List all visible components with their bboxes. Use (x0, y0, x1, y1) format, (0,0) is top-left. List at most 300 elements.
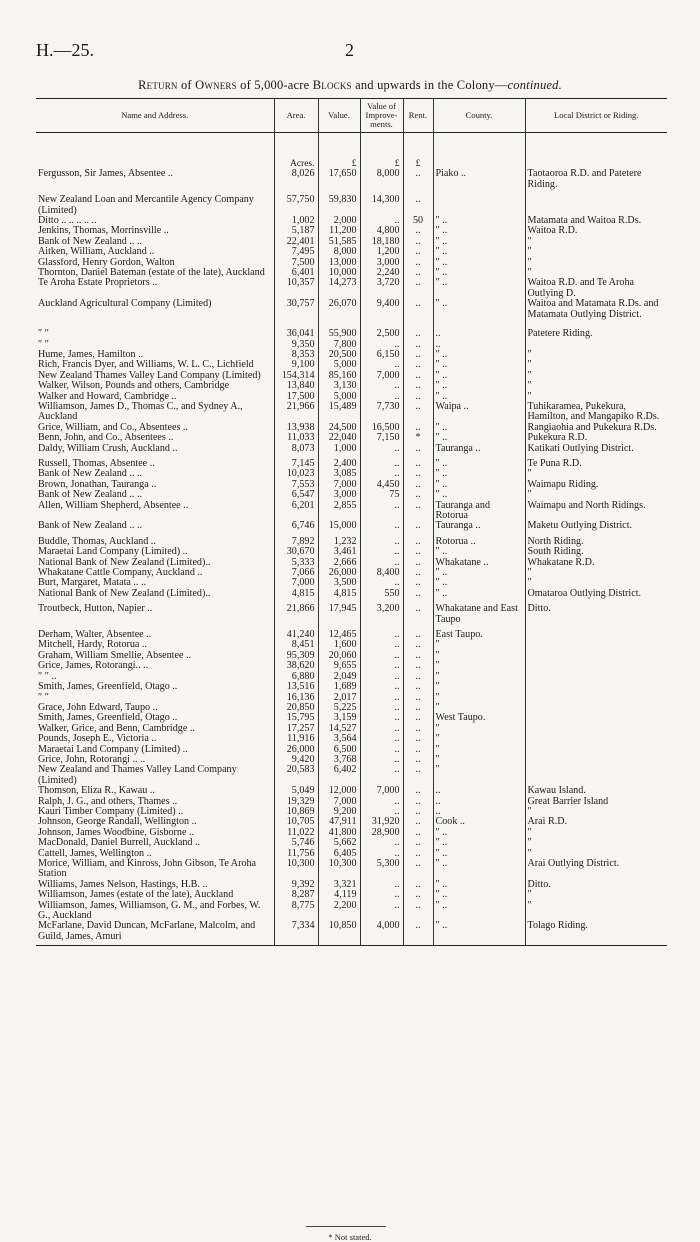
table-row (36, 724, 667, 734)
table-row (36, 734, 667, 744)
cell-district: Waimapu Riding. (525, 480, 667, 490)
table-row (36, 599, 667, 625)
cell-district: ″ (525, 828, 667, 838)
cell-district: ″ (525, 490, 667, 500)
table-row (36, 381, 667, 391)
cell-rent: .. (403, 469, 433, 479)
cell-county: ″ .. (433, 568, 525, 578)
cell-rent: .. (403, 360, 433, 370)
cell-owner-name: Maraetai Land Company (Limited) .. (38, 547, 188, 558)
cell-district: Omataroa Outlying District. (525, 589, 667, 599)
cell-improvements: .. (360, 661, 403, 671)
cell-district: ″ (525, 381, 667, 391)
cell-improvements: .. (360, 381, 403, 391)
cell-owner-name: Brown, Jonathan, Tauranga .. (38, 479, 157, 490)
cell-rent: .. (403, 169, 433, 190)
cell-district: Arai R.D. (525, 817, 667, 827)
cell-district: Maketu Outlying District. (525, 521, 667, 531)
cell-improvements: 550 (360, 589, 403, 599)
cell-improvements: .. (360, 901, 403, 922)
units-value: £ (318, 133, 360, 170)
cell-county: ″ .. (433, 859, 525, 880)
cell-owner-name: ″ ″ (38, 339, 49, 350)
cell-county: ″ (433, 755, 525, 765)
cell-owner-name: McFarlane, David Duncan, McFarlane, Malcolm, and Guild, James, Amuri (36, 921, 274, 945)
table-row (36, 880, 667, 890)
table-row (36, 682, 667, 692)
cell-improvements: 3,000 (360, 258, 403, 268)
cell-county: ″ .. (433, 901, 525, 922)
cell-district: Te Puna R.D. (525, 454, 667, 469)
cell-value: 2,855 (318, 501, 360, 522)
cell-county: ″ .. (433, 921, 525, 945)
cell-rent: .. (403, 807, 433, 817)
cell-rent: .. (403, 381, 433, 391)
cell-improvements: .. (360, 340, 403, 350)
table-row (36, 469, 667, 479)
cell-value: 5,662 (318, 838, 360, 848)
cell-improvements: 7,000 (360, 371, 403, 381)
cell-value: 3,461 (318, 547, 360, 557)
cell-rent: .. (403, 340, 433, 350)
cell-owner-name: Williamson, James (estate of the late), Auckland (38, 890, 234, 901)
cell-area: 30,670 (274, 547, 318, 557)
cell-district: Ditto. (525, 599, 667, 625)
cell-area: 15,795 (274, 713, 318, 723)
title-text-2: of 5,000-acre (236, 78, 313, 92)
cell-district (525, 672, 667, 682)
cell-owner-name: Bank of New Zealand .. .. (38, 490, 142, 501)
cell-rent: .. (403, 190, 433, 216)
cell-value: 4,119 (318, 890, 360, 900)
cell-owner-name: New Zealand Thames Valley Land Company (Limited) (38, 370, 261, 381)
cell-district: ″ (525, 849, 667, 859)
cell-rent: .. (403, 521, 433, 531)
cell-owner-name: Rich, Francis Dyer, and Williams, W. L. C., Lichfield (38, 360, 254, 371)
units-name (36, 133, 274, 170)
table-row (36, 661, 667, 671)
cell-county: ″ .. (433, 371, 525, 381)
table-row (36, 433, 667, 443)
cell-area: 21,966 (274, 402, 318, 423)
cell-county: ″ .. (433, 490, 525, 500)
cell-area: 9,100 (274, 360, 318, 370)
cell-rent: .. (403, 299, 433, 320)
table-row (36, 828, 667, 838)
footnote: * Not stated. (328, 1232, 372, 1242)
cell-county: Tauranga and Rotorua (433, 501, 525, 522)
cell-county: ″ .. (433, 237, 525, 247)
table-row (36, 226, 667, 236)
cell-owner-name: Williamson, James D., Thomas C., and Sydney A., Auckland (38, 401, 243, 423)
cell-owner-name: Grace, John Edward, Taupo .. (38, 702, 158, 713)
cell-district: Patetere Riding. (525, 320, 667, 339)
cell-area: 8,287 (274, 890, 318, 900)
cell-area: 10,357 (274, 278, 318, 299)
cell-area: 7,066 (274, 568, 318, 578)
cell-county: Cook .. (433, 817, 525, 827)
cell-owner-name: Benn, John, and Co., Absentees .. (38, 433, 174, 444)
cell-owner-name: Allen, William Shepherd, Absentee .. (38, 500, 189, 511)
cell-rent: .. (403, 226, 433, 236)
cell-district: ″ (525, 247, 667, 257)
cell-owner-name: Cattell, James, Wellington .. (38, 848, 152, 859)
cell-area: 5,187 (274, 226, 318, 236)
cell-improvements: 2,240 (360, 268, 403, 278)
cell-value: 1,000 (318, 444, 360, 454)
table-row (36, 258, 667, 268)
table-row (36, 521, 667, 531)
cell-area: 9,420 (274, 755, 318, 765)
cell-rent: .. (403, 651, 433, 661)
cell-rent: .. (403, 599, 433, 625)
page-number: 2 (345, 40, 354, 60)
cell-district (525, 734, 667, 744)
cell-county: East Taupo. (433, 625, 525, 640)
cell-area: 4,815 (274, 589, 318, 599)
table-row (36, 838, 667, 848)
cell-county: ″ .. (433, 360, 525, 370)
cell-improvements: 9,400 (360, 299, 403, 320)
cell-improvements: .. (360, 501, 403, 522)
cell-value: 3,500 (318, 578, 360, 588)
cell-improvements: .. (360, 444, 403, 454)
cell-improvements: 14,300 (360, 190, 403, 216)
cell-county: .. (433, 340, 525, 350)
cell-area: 8,073 (274, 444, 318, 454)
cell-improvements: .. (360, 765, 403, 786)
cell-area: 36,041 (274, 320, 318, 339)
cell-owner-name: Burt, Margaret, Matata .. .. (38, 578, 147, 589)
cell-rent: .. (403, 849, 433, 859)
cell-district: Tolago Riding. (525, 921, 667, 945)
cell-owner-name: Smith, James, Greenfield, Otago .. (38, 682, 178, 693)
cell-value: 3,085 (318, 469, 360, 479)
cell-area: 11,756 (274, 849, 318, 859)
cell-district (525, 755, 667, 765)
cell-county: West Taupo. (433, 713, 525, 723)
cell-district: Waimapu and North Ridings. (525, 501, 667, 522)
cell-county: ″ .. (433, 828, 525, 838)
cell-owner-name: Johnson, George Randall, Wellington .. (38, 817, 197, 828)
cell-improvements: .. (360, 693, 403, 703)
cell-owner-name: National Bank of New Zealand (Limited).. (38, 557, 211, 568)
cell-area: 21,866 (274, 599, 318, 625)
table-row (36, 190, 667, 216)
cell-improvements: 2,500 (360, 320, 403, 339)
cell-area: 10,705 (274, 817, 318, 827)
cell-district: Great Barrier Island (525, 797, 667, 807)
cell-county: ″ (433, 745, 525, 755)
cell-improvements: .. (360, 558, 403, 568)
cell-area: 95,309 (274, 651, 318, 661)
owners-table-container (36, 98, 667, 946)
cell-owner-name: Smith, James, Greenfield, Otago .. (38, 713, 178, 724)
table-row (36, 713, 667, 723)
table-row (36, 490, 667, 500)
cell-improvements: .. (360, 724, 403, 734)
cell-county: Waipa .. (433, 402, 525, 423)
cell-district (525, 640, 667, 650)
cell-rent: .. (403, 589, 433, 599)
cell-rent: .. (403, 625, 433, 640)
cell-improvements: 7,000 (360, 786, 403, 796)
cell-rent: .. (403, 890, 433, 900)
cell-value: 10,850 (318, 921, 360, 945)
cell-owner-name: Morice, William, and Kinross, John Gibson, Te Aroha Station (38, 859, 257, 880)
cell-rent: .. (403, 786, 433, 796)
cell-owner-name: Thornton, Daniel Bateman (estate of the late), Auckland (38, 268, 265, 279)
table-row (36, 859, 667, 880)
table-row (36, 651, 667, 661)
cell-county: ″ .. (433, 838, 525, 848)
cell-improvements: .. (360, 469, 403, 479)
cell-value: 7,000 (318, 797, 360, 807)
cell-county: ″ .. (433, 454, 525, 469)
cell-district: ″ (525, 360, 667, 370)
cell-value: 22,040 (318, 433, 360, 443)
cell-value: 13,000 (318, 258, 360, 268)
cell-improvements: .. (360, 849, 403, 859)
cell-value: 14,273 (318, 278, 360, 299)
cell-value: 5,000 (318, 392, 360, 402)
cell-area: 6,401 (274, 268, 318, 278)
cell-district: Ditto. (525, 880, 667, 890)
cell-district: Kawau Island. (525, 786, 667, 796)
table-row (36, 247, 667, 257)
cell-rent: .. (403, 880, 433, 890)
table-row (36, 268, 667, 278)
cell-county: ″ .. (433, 469, 525, 479)
units-area: Acres. (274, 133, 318, 170)
cell-improvements: .. (360, 547, 403, 557)
cell-owner-name: Ditto .. .. .. .. .. (38, 216, 97, 227)
cell-owner-name: Graham, William Smellie, Absentee .. (38, 650, 192, 661)
cell-area: 13,840 (274, 381, 318, 391)
cell-improvements: 18,180 (360, 237, 403, 247)
cell-district (525, 625, 667, 640)
table-row (36, 765, 667, 786)
cell-county: ″ (433, 734, 525, 744)
table-row (36, 745, 667, 755)
table-row (36, 786, 667, 796)
cell-rent: .. (403, 568, 433, 578)
cell-area: 8,353 (274, 350, 318, 360)
cell-owner-name: Ralph, J. G., and others, Thames .. (38, 796, 178, 807)
cell-rent: .. (403, 724, 433, 734)
cell-area: 20,583 (274, 765, 318, 786)
table-body (36, 133, 667, 946)
cell-value: 10,000 (318, 268, 360, 278)
cell-improvements: 4,450 (360, 480, 403, 490)
header-district: Local District or Riding. (525, 99, 667, 133)
cell-district: South Riding. (525, 547, 667, 557)
cell-county: Tauranga .. (433, 521, 525, 531)
cell-district: ″ (525, 237, 667, 247)
footnote-rule (306, 1226, 386, 1227)
cell-county: ″ .. (433, 216, 525, 226)
cell-county: ″ .. (433, 226, 525, 236)
table-row (36, 169, 667, 190)
cell-owner-name: Aitken, William, Auckland .. (38, 247, 155, 258)
cell-district (525, 682, 667, 692)
cell-value: 17,945 (318, 599, 360, 625)
cell-area: 7,495 (274, 247, 318, 257)
cell-value: 9,655 (318, 661, 360, 671)
cell-improvements: 75 (360, 490, 403, 500)
cell-owner-name: Williamson, James, Williamson, G. M., and Forbes, W. G., Auckland (38, 900, 261, 922)
cell-district (525, 713, 667, 723)
cell-improvements: 28,900 (360, 828, 403, 838)
cell-rent: .. (403, 350, 433, 360)
cell-owner-name: Jenkins, Thomas, Morrinsville .. (38, 226, 169, 237)
title-word-owners: Owners (195, 78, 237, 92)
cell-improvements: .. (360, 578, 403, 588)
header-name: Name and Address. (36, 99, 274, 133)
cell-area: 10,300 (274, 859, 318, 880)
cell-county: .. (433, 807, 525, 817)
cell-rent: .. (403, 703, 433, 713)
cell-value: 1,600 (318, 640, 360, 650)
cell-improvements: 16,500 (360, 423, 403, 433)
cell-improvements: .. (360, 734, 403, 744)
cell-district: Matamata and Waitoa R.Ds. (525, 216, 667, 226)
cell-owner-name: ″ ″ (38, 328, 49, 340)
cell-owner-name: ″ ″ (38, 692, 49, 703)
cell-area: 6,880 (274, 672, 318, 682)
cell-district (525, 724, 667, 734)
table-row (36, 640, 667, 650)
cell-county: ″ .. (433, 480, 525, 490)
cell-owner-name: Fergusson, Sir James, Absentee .. (38, 169, 173, 180)
cell-area: 9,350 (274, 340, 318, 350)
cell-owner-name: New Zealand Loan and Mercantile Agency Company (Limited) (38, 194, 254, 216)
title-word-return: Return (138, 78, 178, 92)
units-district (525, 133, 667, 170)
cell-owner-name: Thomson, Eliza R., Kawau .. (38, 786, 155, 797)
table-row (36, 278, 667, 299)
cell-area: 7,145 (274, 454, 318, 469)
cell-county: Whakatane .. (433, 558, 525, 568)
cell-county: ″ .. (433, 278, 525, 299)
cell-improvements: .. (360, 216, 403, 226)
cell-value: 20,500 (318, 350, 360, 360)
table-row (36, 350, 667, 360)
table-row (36, 921, 667, 945)
table-row (36, 299, 667, 320)
cell-value: 7,000 (318, 480, 360, 490)
cell-district: Pukekura R.D. (525, 433, 667, 443)
cell-improvements: 6,150 (360, 350, 403, 360)
cell-value: 55,900 (318, 320, 360, 339)
cell-area: 13,938 (274, 423, 318, 433)
cell-county: Whakatane and East Taupo (433, 599, 525, 625)
cell-rent: .. (403, 247, 433, 257)
header-area: Area. (274, 99, 318, 133)
cell-value: 10,300 (318, 859, 360, 880)
header-county: County. (433, 99, 525, 133)
cell-rent: .. (403, 713, 433, 723)
cell-area: 26,000 (274, 745, 318, 755)
cell-area: 30,757 (274, 299, 318, 320)
table-row (36, 320, 667, 339)
cell-district: Waitoa R.D. and Te Aroha Outlying D. (525, 278, 667, 299)
table-row (36, 547, 667, 557)
cell-county: ″ (433, 651, 525, 661)
cell-improvements: 7,730 (360, 402, 403, 423)
cell-district (525, 651, 667, 661)
cell-area: 10,869 (274, 807, 318, 817)
cell-area: 20,850 (274, 703, 318, 713)
cell-rent: .. (403, 765, 433, 786)
cell-improvements: 4,800 (360, 226, 403, 236)
cell-value: 26,070 (318, 299, 360, 320)
cell-area: 11,033 (274, 433, 318, 443)
cell-rent: .. (403, 444, 433, 454)
cell-district: North Riding. (525, 532, 667, 547)
table-row (36, 890, 667, 900)
cell-district: ″ (525, 901, 667, 922)
cell-value: 41,800 (318, 828, 360, 838)
cell-owner-name: Bank of New Zealand .. .. (38, 236, 142, 247)
cell-district: Whakatane R.D. (525, 558, 667, 568)
cell-district (525, 765, 667, 786)
cell-area: 38,620 (274, 661, 318, 671)
header-improvements: Value of Improve-ments. (360, 99, 403, 133)
cell-owner-name: New Zealand and Thames Valley Land Company (Limited) (38, 765, 237, 786)
cell-improvements: .. (360, 755, 403, 765)
cell-county: ″ .. (433, 381, 525, 391)
cell-value: 6,500 (318, 745, 360, 755)
cell-rent: .. (403, 454, 433, 469)
cell-owner-name: Grice, William, and Co., Absentees .. (38, 422, 188, 433)
cell-area: 1,002 (274, 216, 318, 226)
cell-rent: .. (403, 828, 433, 838)
cell-improvements: 31,920 (360, 817, 403, 827)
cell-value: 6,402 (318, 765, 360, 786)
cell-improvements: .. (360, 682, 403, 692)
cell-area: 5,049 (274, 786, 318, 796)
cell-rent: .. (403, 490, 433, 500)
cell-area: 7,000 (274, 578, 318, 588)
table-row (36, 402, 667, 423)
cell-county: ″ (433, 724, 525, 734)
cell-improvements: .. (360, 880, 403, 890)
cell-improvements: .. (360, 672, 403, 682)
table-row (36, 625, 667, 640)
cell-area: 10,023 (274, 469, 318, 479)
cell-improvements: 3,200 (360, 599, 403, 625)
title-word-blocks: Blocks (312, 78, 352, 92)
cell-value: 11,200 (318, 226, 360, 236)
cell-rent: .. (403, 532, 433, 547)
title-text-3: and upwards in the Colony— (351, 78, 508, 92)
cell-value: 59,830 (318, 190, 360, 216)
cell-owner-name: Mitchell, Hardy, Rotorua .. (38, 640, 147, 651)
cell-area: 6,201 (274, 501, 318, 522)
cell-area: 8,775 (274, 901, 318, 922)
table-row (36, 360, 667, 370)
cell-improvements: .. (360, 703, 403, 713)
cell-value: 85,160 (318, 371, 360, 381)
cell-value: 7,800 (318, 340, 360, 350)
cell-area: 7,334 (274, 921, 318, 945)
table-row (36, 703, 667, 713)
table-row (36, 371, 667, 381)
cell-rent: .. (403, 501, 433, 522)
cell-rent: .. (403, 817, 433, 827)
cell-value: 5,000 (318, 360, 360, 370)
